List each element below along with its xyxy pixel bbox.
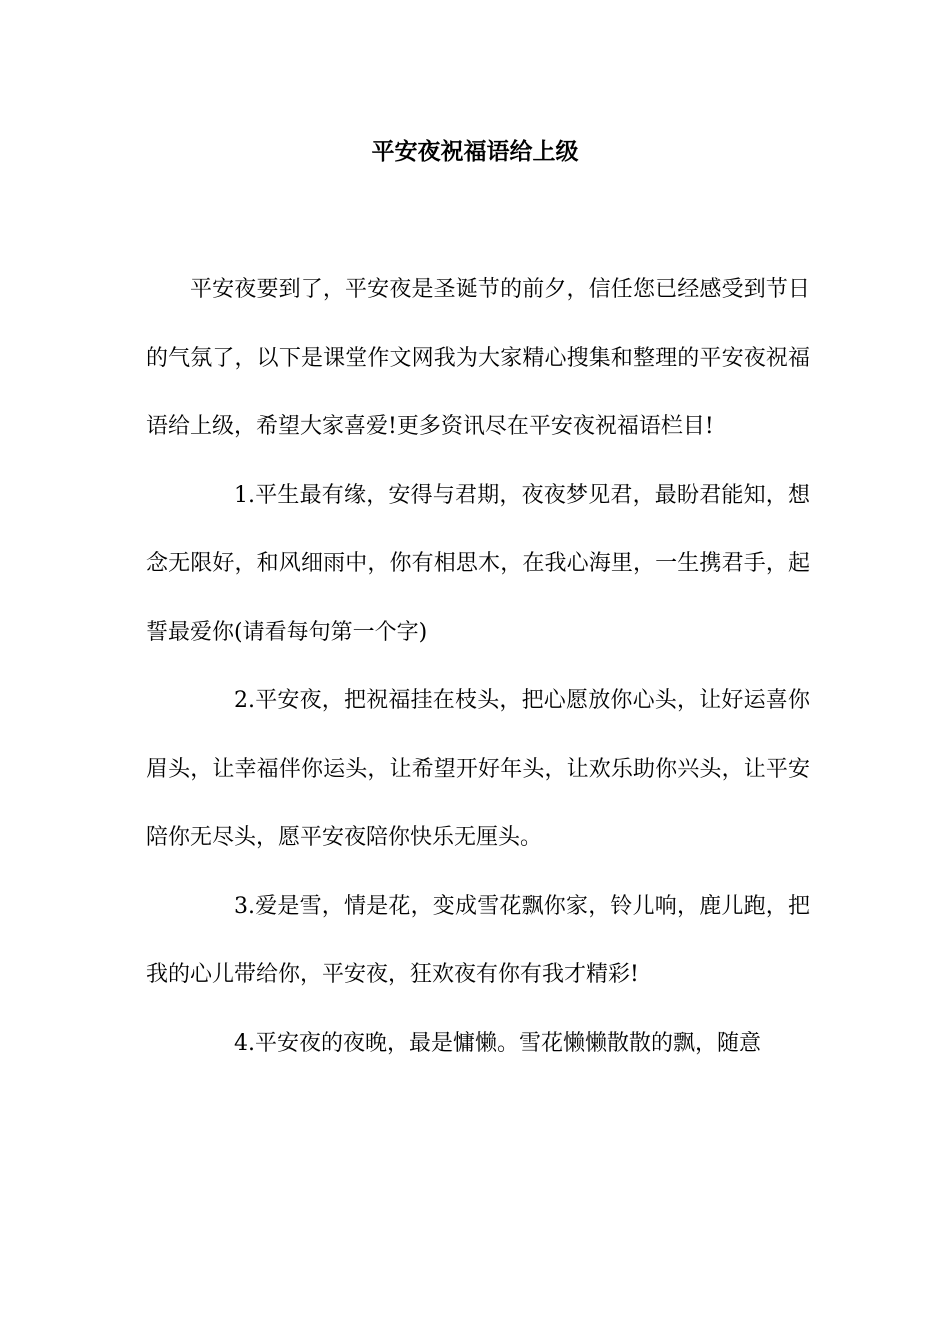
- item-number: 3.: [234, 893, 255, 919]
- item-text: 爱是雪，情是花，变成雪花飘你家，铃儿响，鹿儿跑，把我的心儿带给你，平安夜，狂欢夜有你有我才精彩!: [146, 893, 810, 987]
- document-title: 平安夜祝福语给上级: [371, 138, 579, 165]
- list-item: [146, 1010, 810, 1079]
- list-item: [146, 667, 810, 873]
- list-item: [146, 873, 810, 1010]
- item-number: 4.: [234, 1030, 255, 1056]
- item-text: 平生最有缘，安得与君期，夜夜梦见君，最盼君能知，想念无限好，和风细雨中，你有相思木，在我心海里，一生携君手，起誓最爱你(请看每句第一个字): [146, 482, 810, 645]
- document-body: [146, 256, 810, 1078]
- item-number: 1.: [234, 482, 255, 508]
- item-number: 2.: [234, 688, 255, 713]
- intro-paragraph: 平安夜要到了，平安夜是圣诞节的前夕，信任您已经感受到节日的气氛了，以下是课堂作文网我为大家精心搜集和整理的平安夜祝福语给上级，希望大家喜爱!更多资讯尽在平安夜祝福语栏目!: [146, 277, 810, 439]
- item-text: 平安夜的夜晚，最是慵懒。雪花懒懒散散的飘，随意: [255, 1030, 762, 1056]
- list-item: [146, 462, 810, 668]
- item-text: 平安夜，把祝福挂在枝头，把心愿放你心头，让好运喜你眉头，让幸福伴你运头，让希望开好年头，让欢乐助你兴头，让平安陪你无尽头，愿平安夜陪你快乐无厘头。: [146, 688, 810, 850]
